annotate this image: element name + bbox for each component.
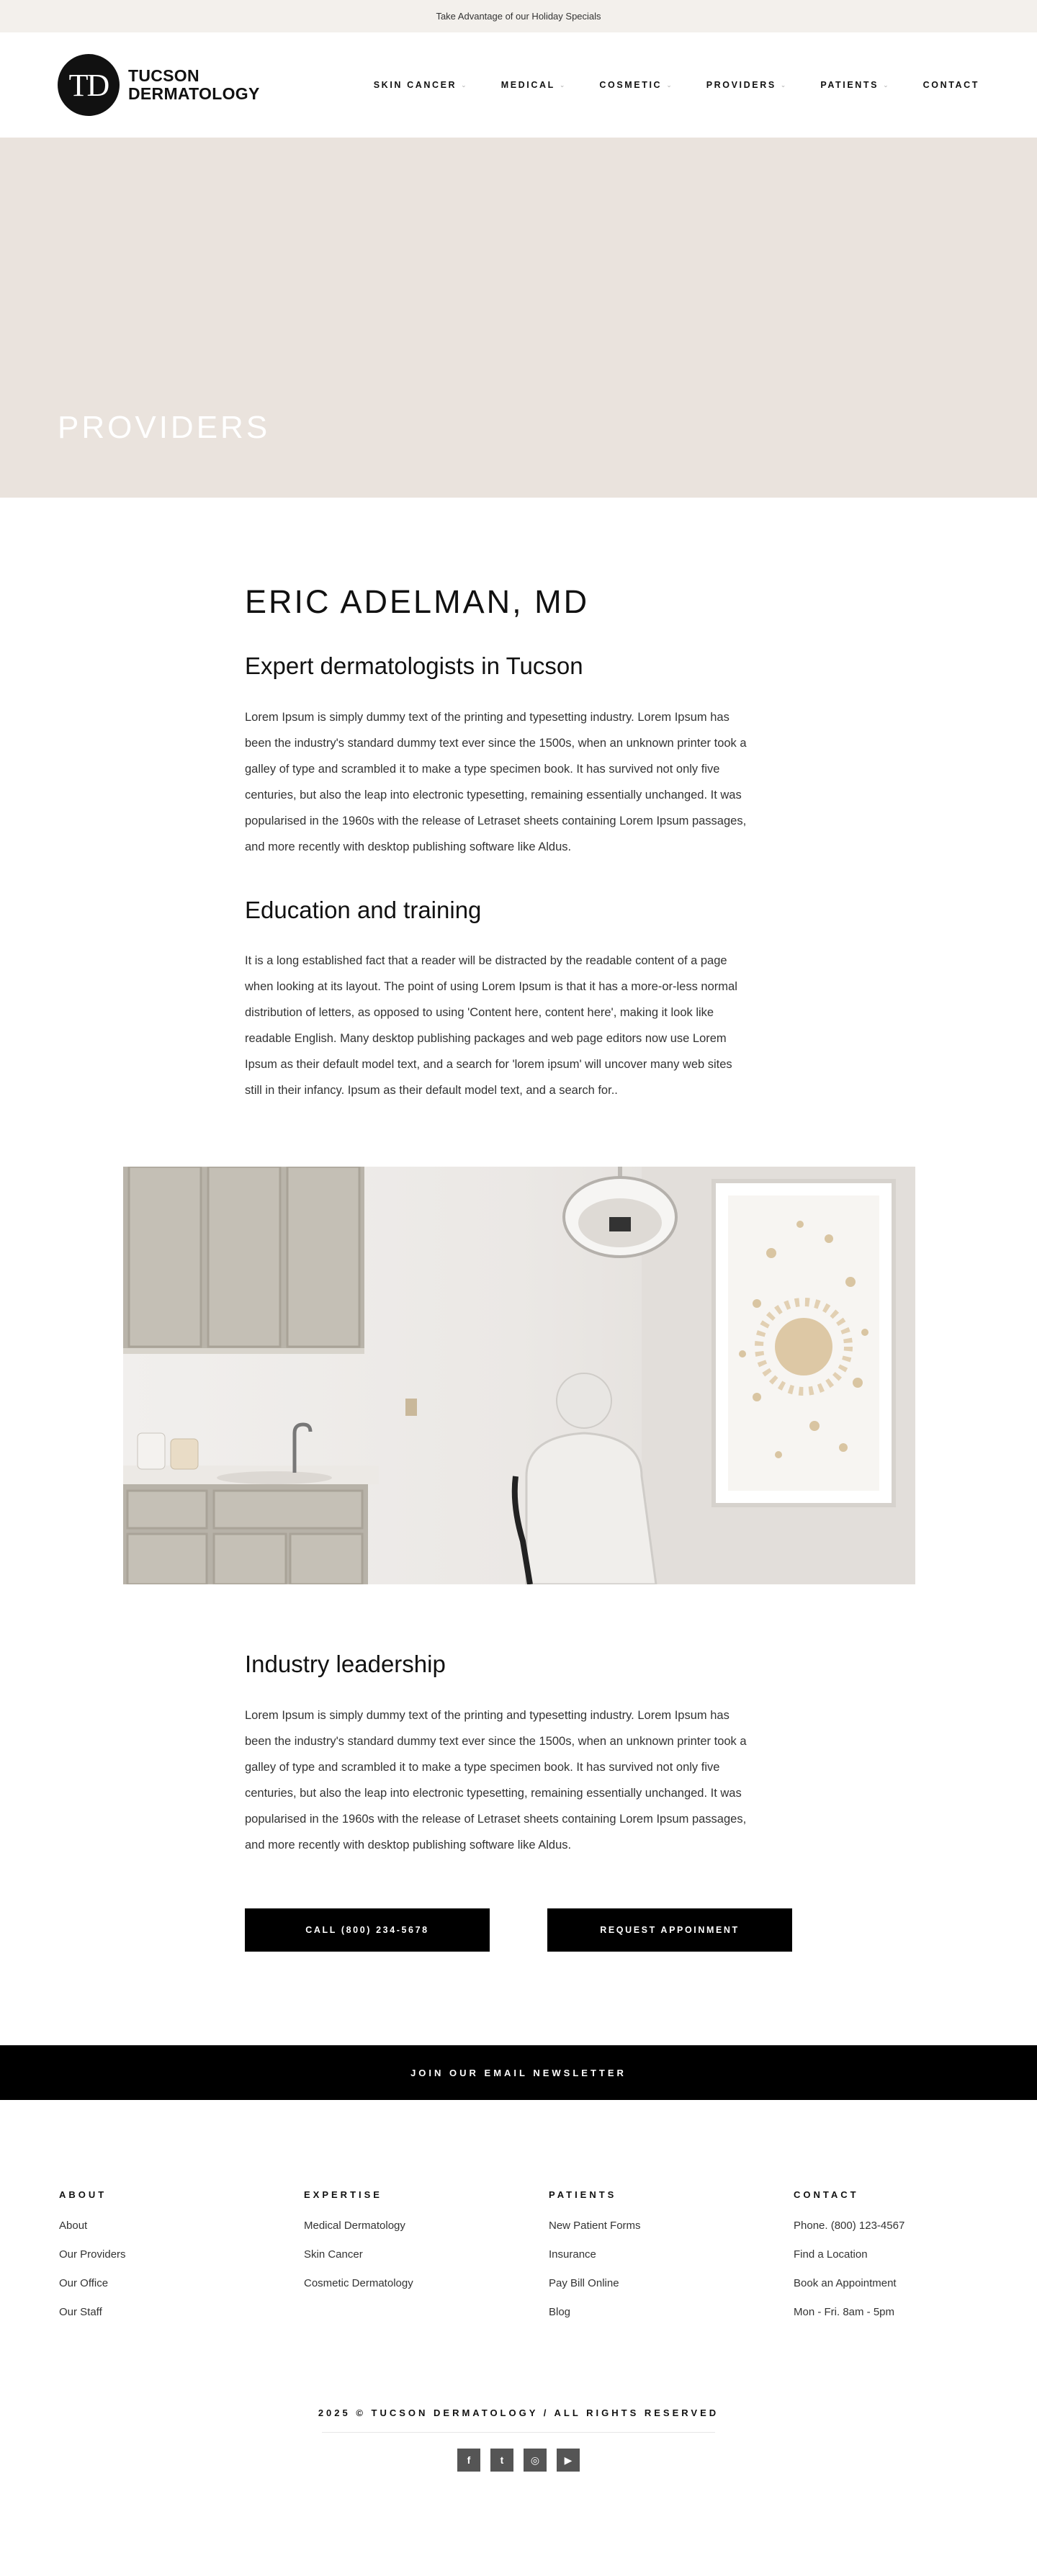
footer-link-our-office[interactable]: Our Office	[59, 2277, 109, 2289]
section-heading-expert: Expert dermatologists in Tucson	[245, 652, 583, 679]
nav-label: SKIN CANCER	[373, 80, 457, 90]
footer-link-book-appointment[interactable]: Book an Appointment	[794, 2277, 897, 2289]
exam-room-illustration	[123, 1167, 915, 1584]
text-line: Lorem Ipsum is simply dummy text of the printing and typesetting industry. Lorem Ipsum has	[245, 1709, 730, 1722]
footer-column-contact	[794, 2189, 904, 2334]
facebook-icon[interactable]: f	[457, 2449, 480, 2472]
section-text-education	[245, 948, 799, 1103]
chevron-down-icon: ⌄	[780, 81, 786, 89]
footer-link-pay-bill[interactable]: Pay Bill Online	[549, 2277, 619, 2289]
logo-mark: TD	[58, 54, 120, 116]
footer-heading: ABOUT	[59, 2189, 107, 2200]
text-line: Lorem Ipsum is simply dummy text of the printing and typesetting industry. Lorem Ipsum has	[245, 711, 730, 724]
twitter-icon[interactable]: t	[490, 2449, 513, 2472]
youtube-icon[interactable]: ▶	[557, 2449, 580, 2472]
newsletter-signup-bar[interactable]: JOIN OUR EMAIL NEWSLETTER	[0, 2045, 1037, 2100]
social-links	[0, 2449, 1037, 2472]
text-line: popularised in the 1960s with the release of Letraset sheets containing Lorem Ipsum passages,	[245, 814, 747, 827]
footer-link-medical-dermatology[interactable]: Medical Dermatology	[304, 2220, 405, 2232]
footer-column-about	[59, 2189, 126, 2334]
text-line: galley of type and scrambled it to make a type specimen book. It has survived not only five	[245, 763, 720, 776]
text-line: It is a long established fact that a reader will be distracted by the readable content of a page	[245, 954, 727, 967]
footer-link-about[interactable]: About	[59, 2220, 88, 2232]
nav-label: CONTACT	[922, 80, 979, 90]
footer-office-hours: Mon - Fri. 8am - 5pm	[794, 2306, 895, 2318]
footer-link-find-location[interactable]: Find a Location	[794, 2248, 868, 2261]
footer-link-skin-cancer[interactable]: Skin Cancer	[304, 2248, 363, 2261]
nav-label: COSMETIC	[599, 80, 663, 90]
copyright: 2025 © TUCSON DERMATOLOGY / ALL RIGHTS RESERVED	[318, 2407, 719, 2418]
request-appointment-button[interactable]: REQUEST APPOINMENT	[547, 1908, 792, 1952]
section-heading-education: Education and training	[245, 897, 482, 923]
announcement-bar[interactable]	[0, 0, 1037, 32]
text-line: galley of type and scrambled it to make a type specimen book. It has survived not only five	[245, 1761, 720, 1774]
text-line: readable English. Many desktop publishing packages and web page editors now use Lorem	[245, 1032, 727, 1045]
nav-label: PATIENTS	[820, 80, 879, 90]
nav-label: MEDICAL	[500, 80, 555, 90]
chevron-down-icon: ⌄	[883, 81, 889, 89]
footer-link-phone[interactable]: Phone. (800) 123-4567	[794, 2220, 905, 2232]
text-line: popularised in the 1960s with the release of Letraset sheets containing Lorem Ipsum passages,	[245, 1813, 747, 1826]
text-line: been the industry's standard dummy text ever since the 1500s, when an unknown printer took a	[245, 1735, 747, 1748]
section-heading-industry: Industry leadership	[245, 1651, 446, 1677]
footer-link-our-providers[interactable]: Our Providers	[59, 2248, 126, 2261]
chevron-down-icon: ⌄	[461, 81, 467, 89]
section-text-industry	[245, 1702, 799, 1858]
divider	[322, 2432, 715, 2433]
text-line: still in their infancy. Ipsum as their default model text, and a search for..	[245, 1084, 618, 1097]
hero-title: PROVIDERS	[58, 410, 271, 445]
footer-link-new-patient-forms[interactable]: New Patient Forms	[549, 2220, 641, 2232]
logo-line-2: DERMATOLOGY	[128, 84, 260, 103]
logo-line-1: TUCSON	[128, 66, 199, 85]
nav-item-contact[interactable]	[923, 80, 979, 90]
nav-item-skin-cancer[interactable]	[374, 80, 467, 90]
text-line: been the industry's standard dummy text ever since the 1500s, when an unknown printer took a	[245, 737, 747, 750]
nav-item-medical[interactable]	[501, 80, 565, 90]
office-photo	[123, 1167, 915, 1584]
nav-item-cosmetic[interactable]	[599, 80, 671, 90]
text-line: and more recently with desktop publishing software like Aldus.	[245, 840, 572, 853]
text-line: and more recently with desktop publishing software like Aldus.	[245, 1839, 572, 1852]
instagram-icon[interactable]: ◎	[524, 2449, 547, 2472]
footer-heading: PATIENTS	[549, 2189, 617, 2200]
text-line: distribution of letters, as opposed to using 'Content here, content here', making it look like	[245, 1006, 714, 1019]
call-button[interactable]: CALL (800) 234-5678	[245, 1908, 490, 1952]
chevron-down-icon: ⌄	[666, 81, 672, 89]
text-line: centuries, but also the leap into electronic typesetting, remaining essentially unchanged. It was	[245, 1787, 742, 1800]
text-line: when looking at its layout. The point of using Lorem Ipsum is that it has a more-or-less normal	[245, 980, 737, 993]
nav-label: PROVIDERS	[706, 80, 776, 90]
footer-column-expertise	[304, 2189, 413, 2305]
footer-column-patients	[549, 2189, 641, 2334]
provider-name: ERIC ADELMAN, MD	[245, 583, 590, 620]
chevron-down-icon: ⌄	[559, 81, 565, 89]
site-header	[0, 32, 1037, 138]
footer-heading: EXPERTISE	[304, 2189, 382, 2200]
footer-heading: CONTACT	[794, 2189, 859, 2200]
text-line: Ipsum as their default model text, and a search for 'lorem ipsum' will uncover many web sites	[245, 1058, 732, 1071]
footer-link-our-staff[interactable]: Our Staff	[59, 2306, 102, 2318]
footer-link-blog[interactable]: Blog	[549, 2306, 571, 2318]
footer-link-insurance[interactable]: Insurance	[549, 2248, 596, 2261]
main-nav	[339, 32, 979, 138]
nav-item-patients[interactable]	[820, 80, 888, 90]
announcement-text[interactable]: Take Advantage of our Holiday Specials	[436, 11, 601, 22]
site-logo[interactable]	[58, 54, 260, 116]
logo-text	[128, 67, 260, 103]
footer-link-cosmetic-dermatology[interactable]: Cosmetic Dermatology	[304, 2277, 413, 2289]
hero-banner	[0, 138, 1037, 498]
section-text-expert	[245, 704, 799, 860]
nav-item-providers[interactable]	[706, 80, 786, 90]
text-line: centuries, but also the leap into electronic typesetting, remaining essentially unchanged. It was	[245, 789, 742, 802]
